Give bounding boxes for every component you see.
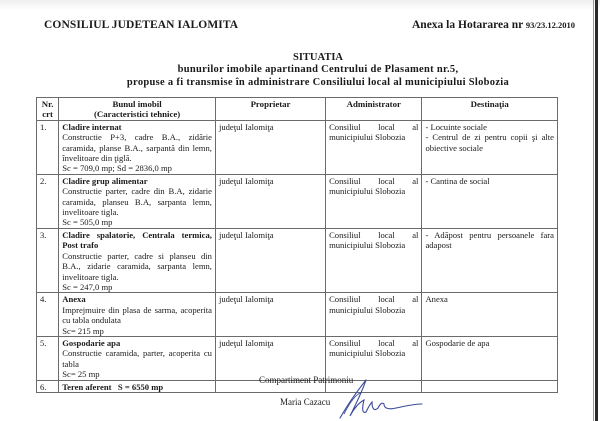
admin-word: al — [412, 175, 419, 186]
asset-name: Anexa — [62, 294, 86, 305]
admin-word: Consiliul — [329, 121, 361, 132]
cell-nr: 5. — [37, 336, 59, 380]
destination-item: Gospodarie de apa — [425, 337, 490, 348]
scan-shadow — [0, 0, 600, 10]
asset-description: Constructie parter, cadre din B.A, zidarie caramida, planseu B.A, sarpanta lemn, invelitoare tigla. — [62, 186, 212, 218]
cell-bunul — [59, 336, 216, 380]
admin-line2: municipiului Slobozia — [329, 186, 406, 197]
cell-proprietar: judeţul Ialomiţa — [215, 293, 325, 337]
cell-administrator — [326, 120, 422, 174]
admin-word: local — [378, 229, 395, 240]
admin-word: al — [412, 229, 419, 240]
cell-destinatia — [422, 174, 558, 228]
destination-item: Anexa — [425, 294, 448, 305]
admin-line2: municipiului Slobozia — [329, 348, 406, 359]
annex-label: Anexa la Hotararea nr — [412, 19, 524, 31]
cell-destinatia — [422, 380, 558, 392]
cell-bunul — [59, 293, 216, 337]
cell-bunul — [59, 228, 216, 292]
cell-destinatia — [422, 120, 558, 174]
admin-word: al — [412, 121, 419, 132]
column-header-administrator: Administrator — [326, 98, 422, 121]
column-header-nr-line1: Nr. — [41, 99, 54, 109]
signatory-name: Maria Cazacu — [280, 397, 331, 407]
column-header-bunul-line1: Bunul imobil — [112, 99, 162, 109]
signature-icon — [336, 378, 426, 421]
admin-line2: municipiului Slobozia — [329, 304, 406, 315]
cell-destinatia — [422, 336, 558, 380]
document-subtitle-2: propuse a fi transmise în administrare Consiliului local al municipiului Slobozia — [126, 77, 510, 88]
destination-item: - Centrul de zi pentru copii şi alte obiective sociale — [425, 132, 554, 153]
cell-proprietar: judeţul Ialomiţa — [215, 336, 325, 380]
asset-area: Sc= 215 mp — [62, 325, 104, 336]
asset-name: Cladire grup alimentar — [62, 175, 148, 186]
column-header-nr-line2: crt — [42, 109, 53, 120]
assets-table — [36, 97, 558, 393]
table-row — [37, 293, 558, 337]
department-name: Compartiment Patrimoniu — [259, 375, 354, 385]
admin-word: Consiliul — [329, 175, 361, 186]
asset-area: Sc= 25 mp — [62, 369, 100, 380]
admin-line2: municipiului Slobozia — [329, 240, 406, 251]
admin-word: Consiliul — [329, 229, 361, 240]
admin-word: local — [378, 121, 395, 132]
asset-description: Constructie P+3, cadre B.A., zidărie caramida, planse B.A., sarpantă din lemn, învelitoare din ţiglă. — [62, 132, 212, 164]
column-header-nr — [37, 98, 59, 121]
destination-item: - Adăpost pentru persoanele fara adapost — [425, 229, 554, 251]
asset-name: Gospodarie apa — [62, 337, 121, 348]
column-header-bunul-line2: (Caracteristici tehnice) — [93, 109, 181, 120]
destination-item: - Locuinte sociale — [425, 121, 487, 132]
column-header-destinatia: Destinaţia — [422, 98, 558, 121]
cell-proprietar: judeţul Ialomiţa — [215, 228, 325, 292]
annex-reference — [412, 19, 575, 31]
admin-word: local — [378, 294, 395, 305]
table-row — [37, 336, 558, 380]
cell-nr: 2. — [37, 174, 59, 228]
admin-word: Consiliul — [329, 294, 361, 305]
admin-word: al — [412, 294, 419, 305]
cell-nr: 6. — [37, 380, 59, 392]
document-title: SITUATIA — [293, 52, 343, 63]
column-header-proprietar: Proprietar — [215, 98, 325, 121]
cell-administrator — [326, 174, 422, 228]
cell-nr: 3. — [37, 228, 59, 292]
asset-description: Constructie caramida, parter, acoperita cu tabla — [62, 348, 212, 369]
asset-name: Cladire internat — [62, 121, 122, 132]
cell-bunul — [59, 120, 216, 174]
cell-bunul — [59, 174, 216, 228]
asset-name: Cladire spalatorie, Centrala termica, Post trafo — [62, 229, 212, 251]
admin-line2: municipiului Slobozia — [329, 132, 406, 143]
admin-word: Consiliul — [329, 337, 361, 348]
cell-bunul — [59, 380, 216, 392]
cell-proprietar: judeţul Ialomiţa — [215, 174, 325, 228]
signature-stroke — [340, 380, 422, 418]
admin-word: al — [412, 337, 419, 348]
asset-area: Sc = 709,0 mp; Sd = 2836,0 mp — [62, 163, 172, 174]
cell-proprietar: judeţul Ialomiţa — [215, 120, 325, 174]
asset-area: Sc = 505,0 mp — [62, 217, 113, 228]
table-header-row — [37, 98, 558, 121]
cell-nr: 1. — [37, 120, 59, 174]
cell-administrator — [326, 228, 422, 292]
institution-name: CONSILIUL JUDETEAN IALOMITA — [44, 19, 239, 31]
cell-administrator — [326, 293, 422, 337]
asset-area: Sc = 247,0 mp — [62, 281, 113, 292]
admin-word: local — [378, 175, 395, 186]
asset-name: Teren aferent S = 6550 mp — [62, 381, 164, 392]
cell-destinatia — [422, 293, 558, 337]
cell-destinatia — [422, 228, 558, 292]
asset-description: Imprejmuire din plasa de sarma, acoperita cu tabla ondulata — [62, 304, 212, 326]
table-row — [37, 174, 558, 228]
cell-nr: 4. — [37, 293, 59, 337]
table-row — [37, 228, 558, 292]
asset-description: Constructie parter, cadre si planseu din B.A., zidarie caramida, sarpanta lemn, invelitoare tigla. — [62, 250, 212, 282]
cell-administrator — [326, 336, 422, 380]
document-subtitle-1: bunurilor imobile apartinand Centrului de Plasament nr.5, — [177, 64, 459, 75]
admin-word: local — [378, 337, 395, 348]
table-row — [37, 120, 558, 174]
destination-item: - Cantina de social — [425, 175, 490, 186]
column-header-bunul — [59, 98, 216, 121]
annex-number: 93/23.12.2010 — [525, 20, 576, 30]
